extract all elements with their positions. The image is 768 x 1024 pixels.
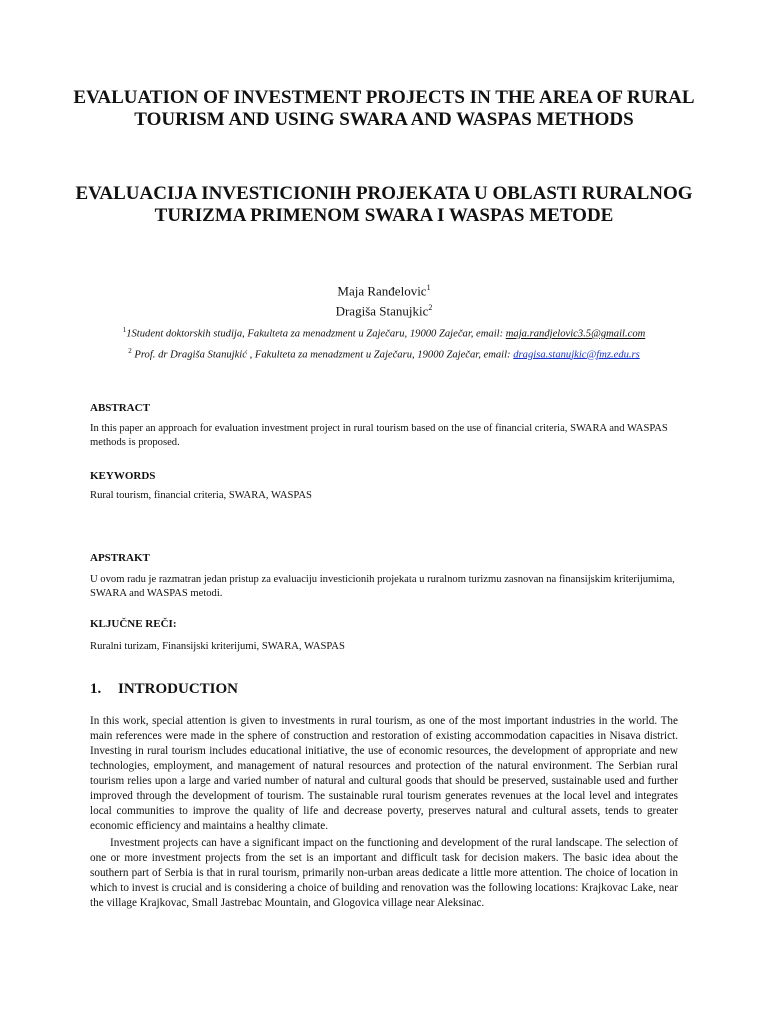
kljucne-reci-text: Ruralni turizam, Finansijski kriterijumi, SWARA, WASPAS	[90, 641, 345, 652]
author-mark: 2	[428, 303, 433, 313]
email-link[interactable]: maja.randjelovic3.5@gmail.com	[505, 328, 646, 340]
section-title: INTRODUCTION	[118, 681, 239, 697]
keywords-text: Rural tourism, financial criteria, SWARA, WASPAS	[90, 490, 312, 501]
title-english: EVALUATION OF INVESTMENT PROJECTS IN THE AREA OF RURAL TOURISM AND USING SWARA AND WASPAS METHODS	[73, 87, 695, 130]
affiliation-list	[40, 322, 728, 363]
affiliation-mark: 2	[128, 346, 132, 355]
author-name: Dragiša Stanujkic	[335, 303, 429, 319]
apstrakt-text: U ovom radu je razmatran jedan pristup za evaluaciju investicionih projekata u ruralnom turizmu zasnovan na finansijskim kriterijumima, SWARA and WASPAS metodi.	[90, 574, 675, 599]
keywords-heading: KEYWORDS	[90, 470, 156, 482]
author-mark: 1	[426, 283, 431, 292]
apstrakt-heading: APSTRAKT	[90, 552, 150, 564]
author-list	[0, 279, 768, 320]
affiliation-1	[40, 322, 728, 343]
title-serbian: EVALUACIJA INVESTICIONIH PROJEKATA U OBLASTI RURALNOG TURIZMA PRIMENOM SWARA I WASPAS METODE	[75, 183, 693, 226]
abstract-text: In this paper an approach for evaluation investment project in rural tourism based on the use of financial criteria, SWARA and WASPAS methods is proposed.	[90, 423, 668, 448]
section-number: 1.	[90, 681, 102, 697]
body-paragraph-2: Investment projects can have a significant impact on the functioning and development of the rural landscape. The selection of one or more investment projects from the set is an important and difficult task for decision makers. The basic idea about the southern part of Serbia is that in rural tourism, primarily non-urban areas dedicate a little more attention. The choice of location in which to invest is crucial and is considering a choice of building and renovation was the following locations: Krajkovac Lake, near the village Krajkovac, Small Jastrebac Mountain, and Glogovica village near Aleksinac.	[90, 837, 678, 909]
section-heading-introduction	[90, 681, 238, 698]
affiliation-2	[40, 343, 728, 364]
affiliation-text: 1Student doktorskih studija, Fakulteta za menadzment u Zaječaru, 19000 Zaječar, email:	[126, 328, 506, 340]
body-paragraph-1: In this work, special attention is given to investments in rural tourism, as one of the most important industries in the world. The main references were made in the sphere of construction and restoration of existing accommodation capacities in Nisava district. Investing in rural tourism includes educational initiative, the use of economic resources, the development of appropriate and new technologies, employment, and management of natural resources and protection of the natural environment. The Serbian rural tourism relies upon a large and varied number of natural and cultural goods that should be preserved, sustainable used and further improved through the development of tourism. The sustainable rural tourism generates revenues at the local level and integrates local communities to improve the quality of life and decrease poverty, preserves natural and cultural assets, tends to greater economic efficiency and maintains a healthy climate.	[90, 715, 678, 832]
author-name: Maja Ranđelovic	[337, 283, 427, 299]
author-2	[0, 299, 768, 319]
email-link[interactable]: dragisa.stanujkic@fmz.edu.rs	[513, 349, 640, 361]
affiliation-mark: 1	[122, 326, 127, 334]
author-1	[0, 279, 768, 299]
abstract-heading: ABSTRACT	[90, 402, 150, 414]
kljucne-reci-heading: KLJUČNE REČI:	[90, 618, 177, 630]
affiliation-text: Prof. dr Dragiša Stanujkić , Fakulteta za menadzment u Zaječaru, 19000 Zaječar, email:	[134, 349, 514, 361]
